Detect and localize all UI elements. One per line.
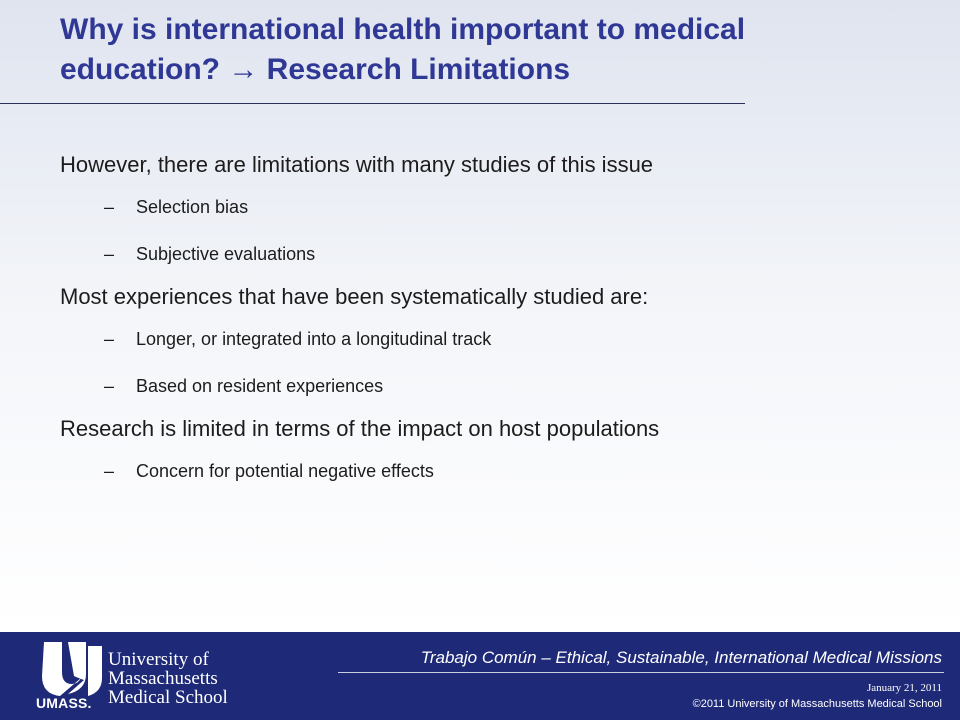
- sub-bullet-text: Based on resident experiences: [136, 376, 384, 396]
- slide-title: [60, 10, 940, 90]
- slide-content: [60, 150, 940, 499]
- sub-bullet: [104, 241, 940, 267]
- dash-marker: –: [104, 461, 115, 481]
- slide-footer: [0, 632, 960, 720]
- umass-wordmark: UMASS.: [36, 695, 92, 711]
- bullet-3: Research is limited in terms of the impact on host populations: [60, 416, 660, 441]
- title-divider: [0, 103, 745, 104]
- presentation-title: Trabajo Común – Ethical, Sustainable, International Medical Missions: [420, 648, 942, 667]
- dash-marker: –: [104, 329, 115, 349]
- sub-bullet-text: Subjective evaluations: [136, 244, 316, 264]
- sub-bullet: [104, 373, 940, 399]
- sub-bullet-text: Selection bias: [136, 197, 249, 217]
- copyright-notice: ©2011 University of Massachusetts Medical School: [692, 698, 942, 710]
- dash-marker: –: [104, 244, 115, 264]
- university-line: Medical School: [108, 687, 228, 708]
- dash-marker: –: [104, 376, 115, 396]
- sub-bullet-text: Concern for potential negative effects: [136, 461, 434, 481]
- sub-bullet-text: Longer, or integrated into a longitudinal track: [136, 329, 492, 349]
- dash-marker: –: [104, 197, 115, 217]
- slide-title-line-2: education? → Research Limitations: [60, 53, 571, 86]
- university-name: [108, 650, 228, 707]
- footer-divider: [338, 672, 944, 673]
- presentation-date: January 21, 2011: [866, 682, 942, 694]
- university-line: University of: [108, 649, 209, 670]
- bullet-1: However, there are limitations with many studies of this issue: [60, 152, 654, 177]
- slide-title-line-1: Why is international health important to medical: [60, 13, 746, 46]
- bullet-2: Most experiences that have been systematically studied are:: [60, 284, 649, 309]
- sub-bullet: [104, 326, 940, 352]
- sub-bullet: [104, 194, 940, 220]
- sub-bullet: [104, 458, 940, 484]
- university-line: Massachusetts: [108, 668, 218, 689]
- umass-logo-icon: [38, 638, 104, 698]
